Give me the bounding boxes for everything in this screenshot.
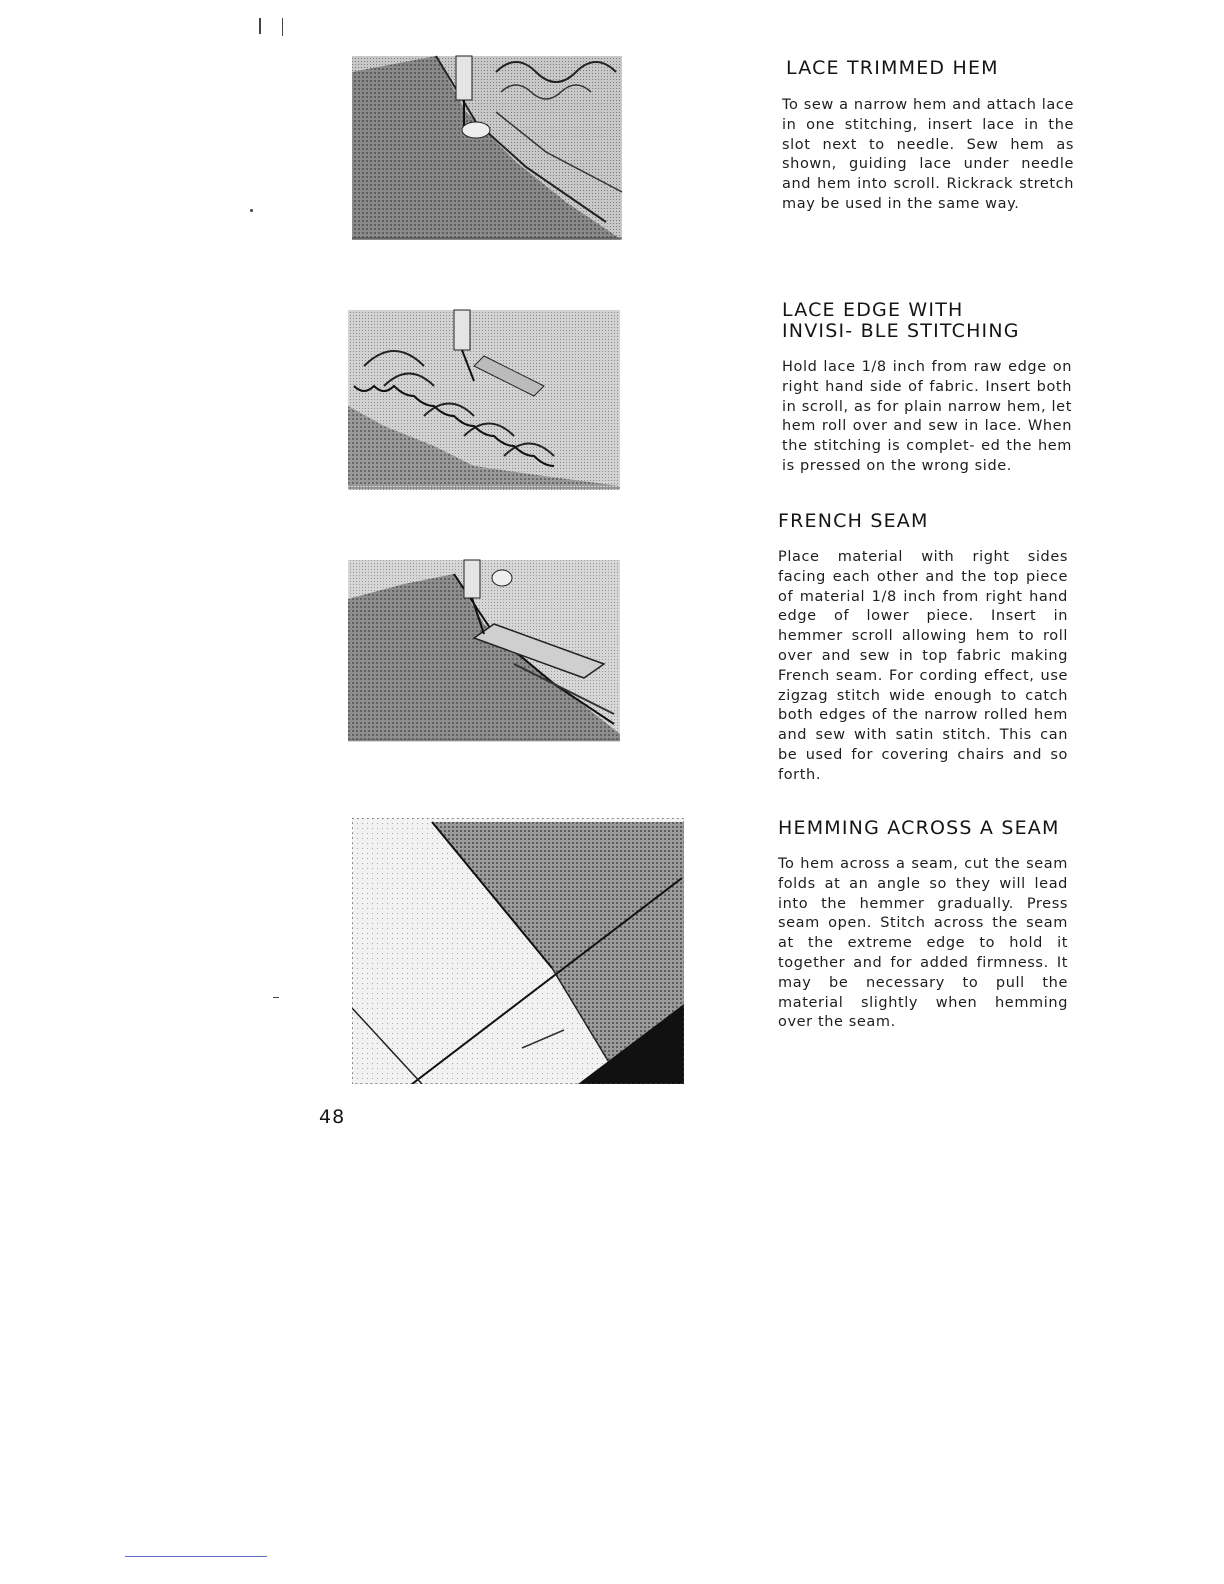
lace-trimmed-hem-illustration <box>346 52 626 242</box>
section-body-french-seam: Place material with right sides facing each other and the top piece of material 1/8 inch from right hand edge of lower piece. Insert in hemmer scroll allowing hem to roll over and sew in top fabric making French seam. For cording effect, use zigzag stitch wide enough to catch both edges of the narrow rolled hem and sew with satin stitch. This can be used for covering chairs and so forth. <box>778 549 1068 783</box>
figure-lace-trimmed-hem <box>346 52 626 242</box>
figure-hemming-across-seam <box>352 818 684 1084</box>
section-body-lace-trimmed-hem: To sew a narrow hem and attach lace in one stitching, insert lace in the slot next to needle. Sew hem as shown, guiding lace under needle and hem into scroll. Rickrack stretch may be used in the same way. <box>782 97 1074 212</box>
scan-dot <box>250 209 253 212</box>
section-heading-lace-edge: LACE EDGE WITH INVISI- BLE STITCHING <box>782 299 1020 342</box>
section-heading-lace-trimmed-hem: LACE TRIMMED HEM <box>786 57 999 79</box>
figure-french-seam <box>344 554 624 744</box>
french-seam-illustration <box>344 554 624 744</box>
figure-lace-edge-invisible <box>344 306 624 492</box>
section-heading-french-seam: FRENCH SEAM <box>778 510 929 532</box>
scan-mark <box>259 18 261 34</box>
lace-edge-invisible-stitching-illustration <box>344 306 624 492</box>
scan-dot <box>273 997 279 998</box>
page-number: 48 <box>319 1106 346 1128</box>
hemming-across-seam-illustration <box>352 818 684 1084</box>
footer-rule <box>125 1556 267 1557</box>
section-body-hemming-across-seam: To hem across a seam, cut the seam folds at an angle so they will lead into the hemmer gradually. Press seam open. Stitch across the seam at the extreme edge to hold it together and for added firmness. It may be necessary to pull the material slightly when hemming over the seam. <box>778 856 1068 1031</box>
scan-mark <box>282 18 283 36</box>
section-body-lace-edge: Hold lace 1/8 inch from raw edge on right hand side of fabric. Insert both in scroll, as for plain narrow hem, let hem roll over and sew in lace. When the stitching is complet- ed the hem is pressed on the wrong side. <box>782 359 1072 474</box>
section-heading-hemming-across-seam: HEMMING ACROSS A SEAM <box>778 817 1060 839</box>
